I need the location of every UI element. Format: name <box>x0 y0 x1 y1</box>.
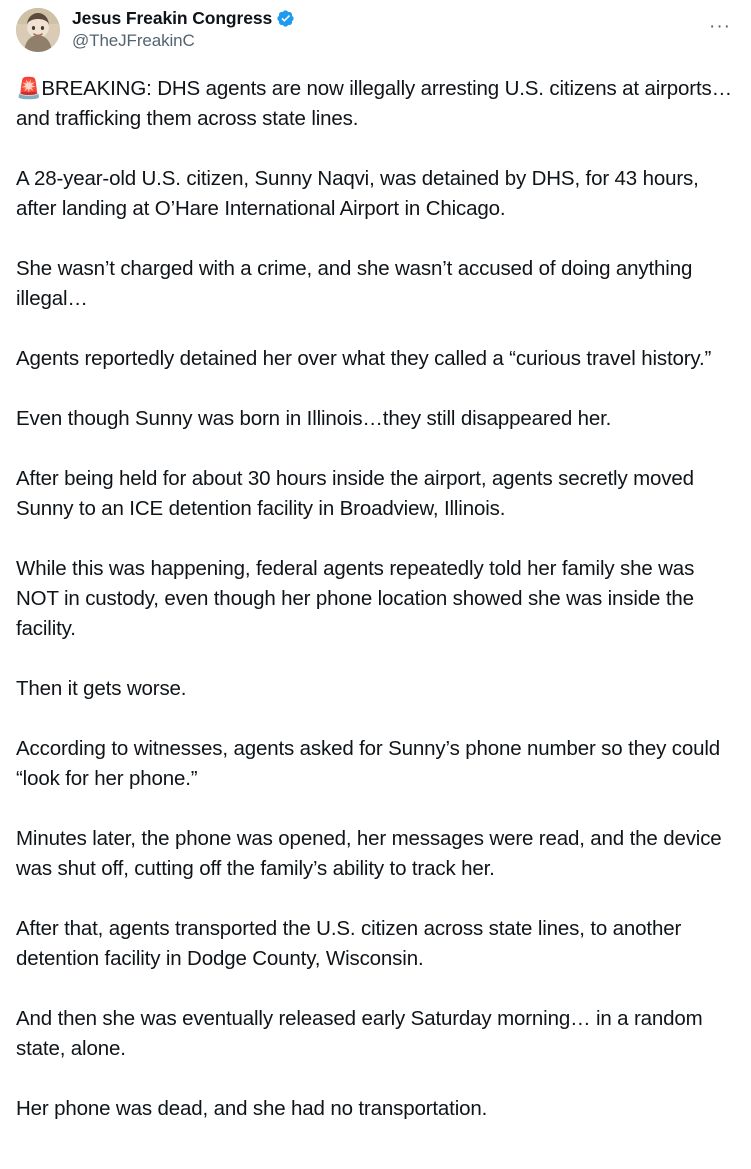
tweet-paragraph: A 28-year-old U.S. citizen, Sunny Naqvi, was detained by DHS, for 43 hours, after landing at O’Hare International Airport in Chicago. <box>16 167 699 220</box>
tweet-paragraph: While this was happening, federal agents repeatedly told her family she was NOT in custody, even though her phone location showed she was inside the facility. <box>16 557 695 640</box>
tweet-paragraph: After that, agents transported the U.S. citizen across state lines, to another detention facility in Dodge County, Wisconsin. <box>16 917 682 970</box>
verified-badge-icon <box>276 9 295 28</box>
tweet-paragraph: Even though Sunny was born in Illinois…they still disappeared her. <box>16 407 612 430</box>
tweet-paragraph: After being held for about 30 hours inside the airport, agents secretly moved Sunny to an ICE detention facility in Broadview, Illinois. <box>16 467 694 520</box>
tweet-paragraph: Then it gets worse. <box>16 677 187 700</box>
tweet-header <box>16 8 735 60</box>
display-name-row <box>72 9 295 28</box>
tweet-paragraph: She wasn’t charged with a crime, and she wasn’t accused of doing anything illegal… <box>16 257 693 310</box>
more-options-icon[interactable] <box>705 14 735 38</box>
author-block <box>72 8 295 51</box>
tweet-paragraph: Her phone was dead, and she had no transportation. <box>16 1097 488 1120</box>
tweet-paragraph: Agents reportedly detained her over what they called a “curious travel history.” <box>16 347 712 370</box>
tweet-paragraph: 🚨BREAKING: DHS agents are now illegally arresting U.S. citizens at airports… and trafficking them across state lines. <box>16 77 732 130</box>
tweet-paragraph: Minutes later, the phone was opened, her messages were read, and the device was shut off, cutting off the family’s ability to track her. <box>16 827 722 880</box>
display-name[interactable]: Jesus Freakin Congress <box>72 8 273 28</box>
more-options-label: ··· <box>709 15 731 37</box>
tweet-paragraph: According to witnesses, agents asked for Sunny’s phone number so they could “look for her phone.” <box>16 737 721 790</box>
author-handle[interactable]: @TheJFreakinC <box>72 31 195 51</box>
tweet-paragraph: And then she was eventually released early Saturday morning… in a random state, alone. <box>16 1007 703 1060</box>
tweet-text <box>16 74 735 1124</box>
avatar-image <box>16 8 60 52</box>
avatar[interactable] <box>16 8 60 52</box>
